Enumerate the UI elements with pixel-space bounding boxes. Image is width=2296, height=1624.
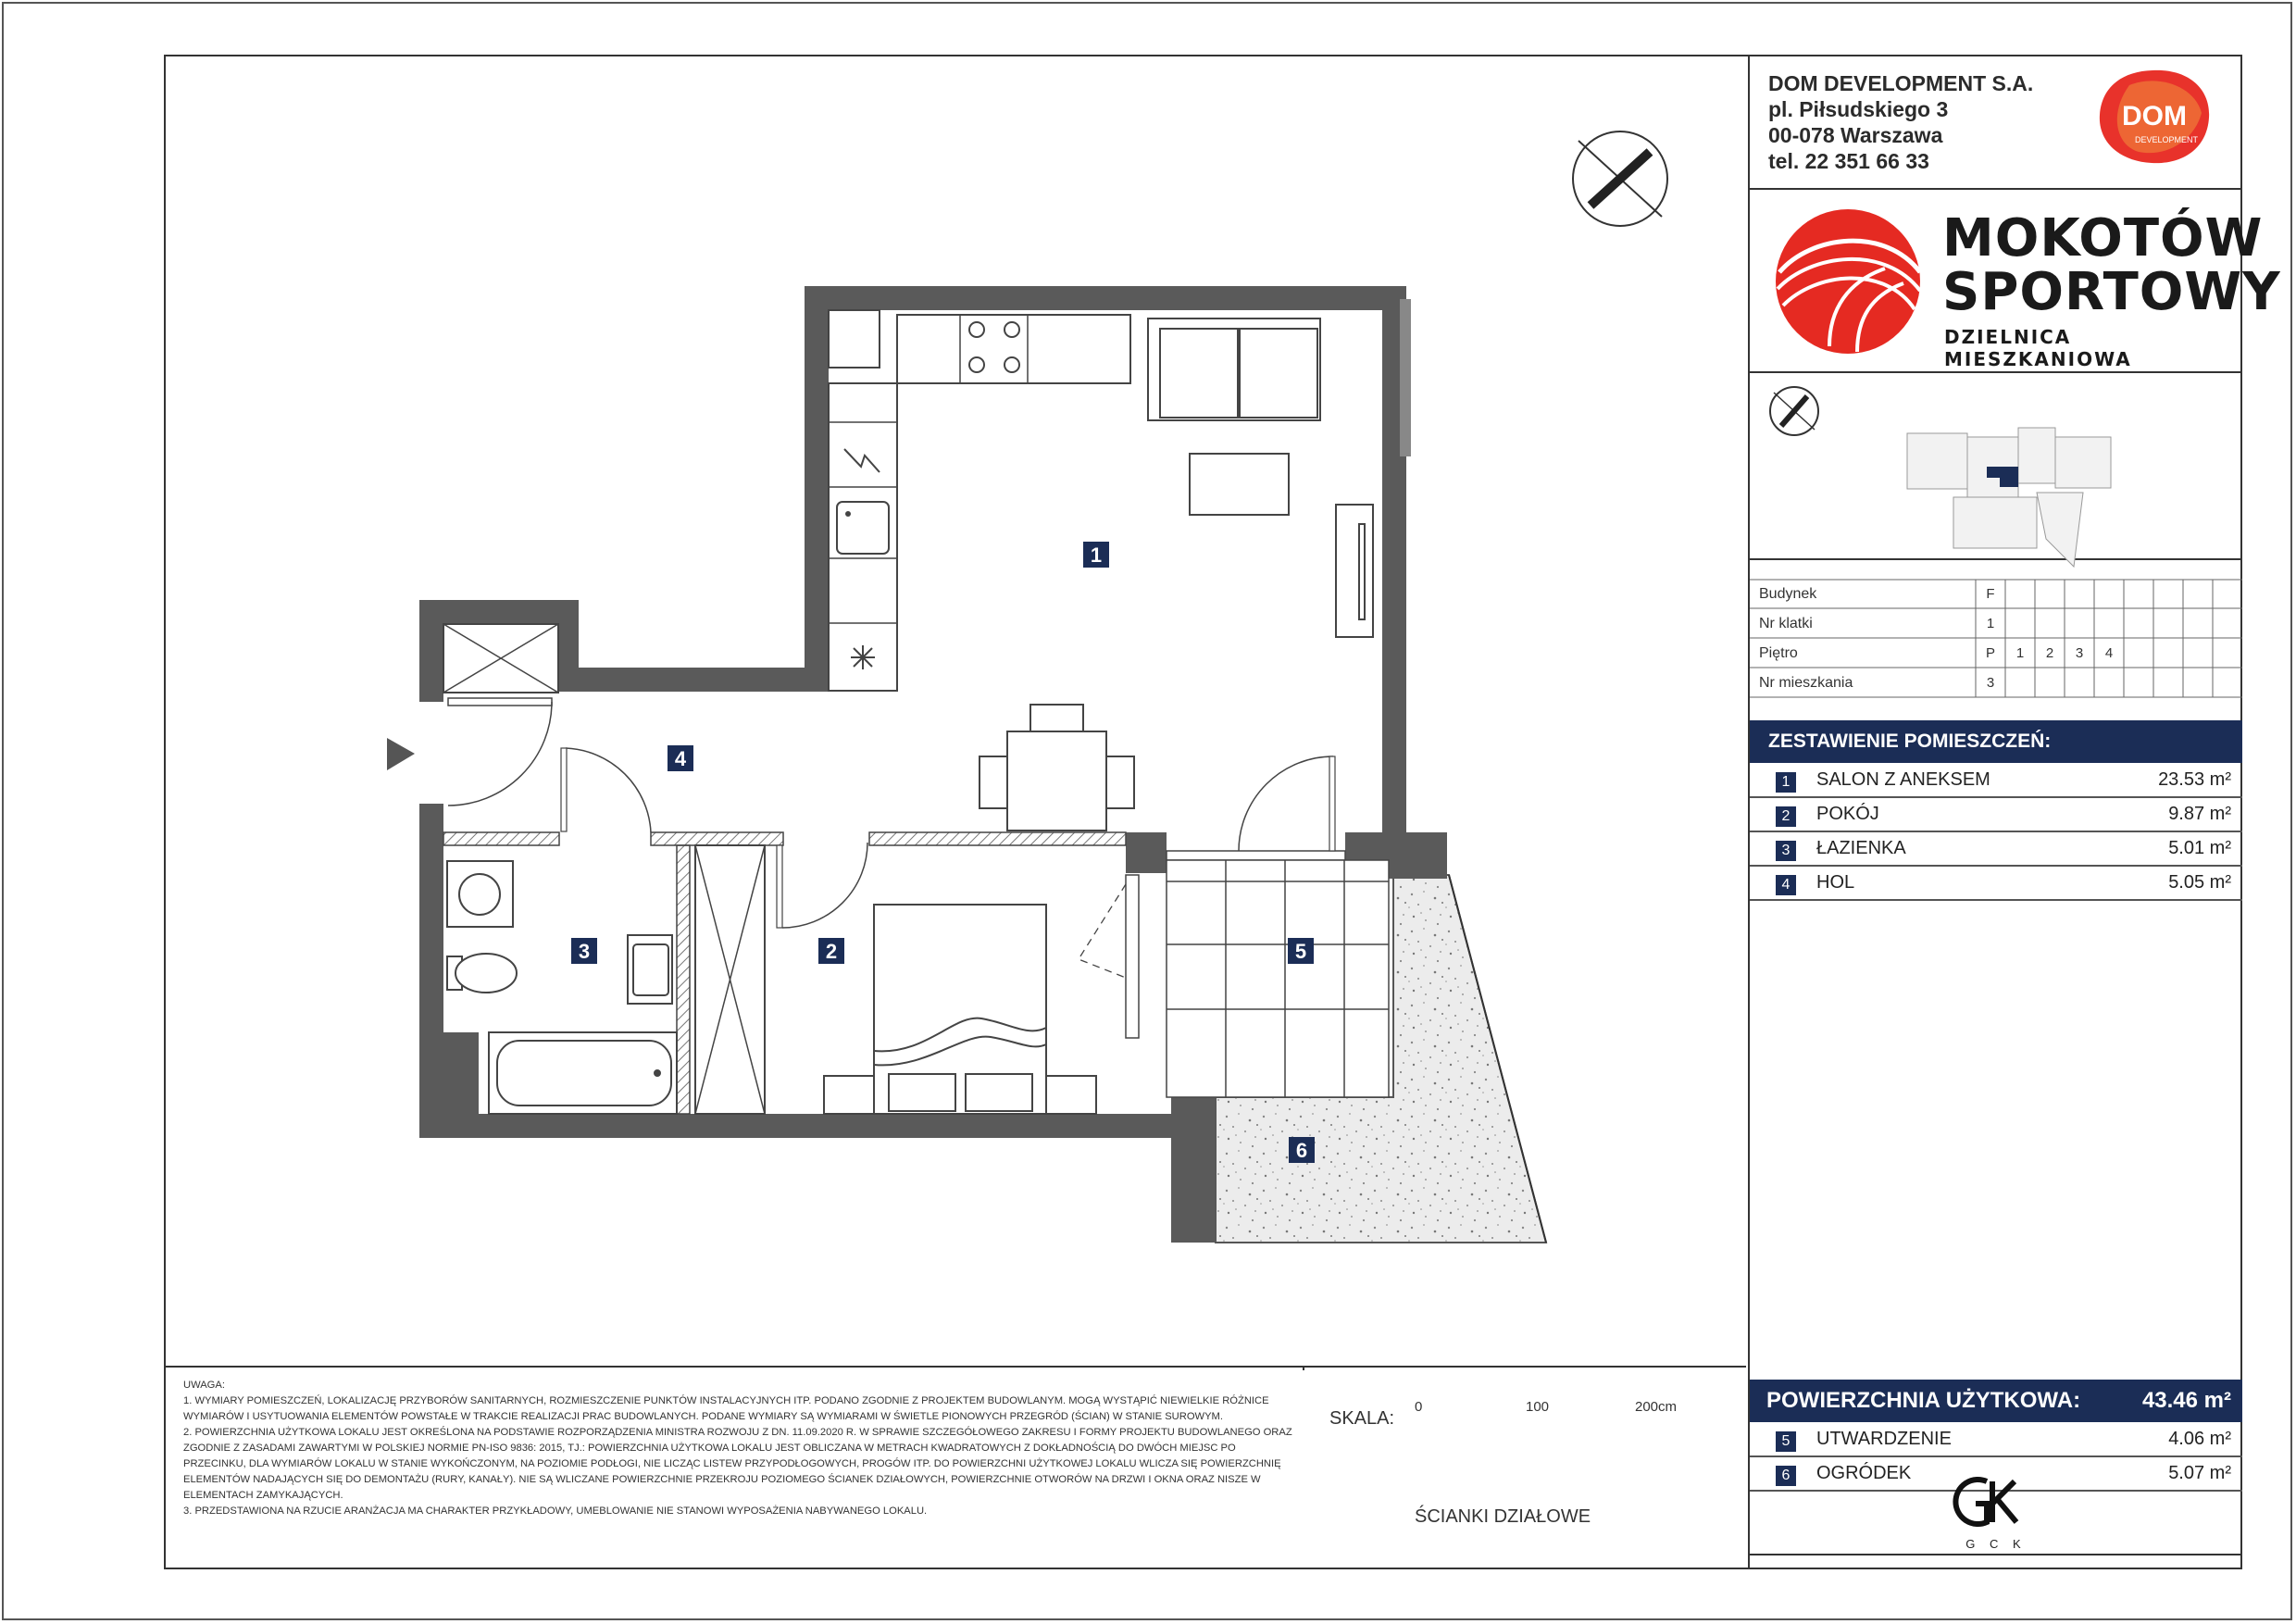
key-plan xyxy=(1768,381,2231,604)
scale-tick-200: 200cm xyxy=(1635,1399,1678,1415)
room-5-label: 5 xyxy=(1294,940,1307,963)
kitchen-sink-icon xyxy=(837,502,889,554)
coffee-table xyxy=(1190,454,1289,515)
room-number: 3 xyxy=(1776,841,1796,861)
project-name-line2: SPORTOWY xyxy=(1942,262,2281,322)
mokotow-sportowy-emblem xyxy=(1774,207,1922,356)
grid-cell: P xyxy=(1985,645,1995,661)
grid-cell: 4 xyxy=(2104,645,2114,661)
entrance-arrow-icon xyxy=(387,738,415,770)
bathroom-door-swing xyxy=(566,748,651,832)
nightstand-left xyxy=(824,1076,874,1114)
room-area: 5.01 m² xyxy=(2168,838,2231,858)
bedroom-door-swing xyxy=(782,843,867,928)
sofa xyxy=(1148,319,1320,420)
notes-title: UWAGA: xyxy=(183,1380,225,1391)
room-name: POKÓJ xyxy=(1816,804,1879,824)
company-street: pl. Piłsudskiego 3 xyxy=(1768,97,1949,121)
keyplan-building xyxy=(1907,428,2111,567)
extra-name: UTWARDZENIE xyxy=(1816,1429,1952,1449)
floor-plan xyxy=(165,56,1746,1370)
logo-subtext: DEVELOPMENT xyxy=(2134,135,2199,144)
notes-item: 1. WYMIARY POMIESZCZEŃ, LOKALIZACJĘ PRZYBORÓW SANITARNYCH, ROZMIESZCZENIE PUNKTÓW INSTALACYJNYCH ITP. PODANO ZGODNIE Z PROJEKTEM BUDOWLANYM. MOGĄ WYSTĄPIĆ NIEWIELKIE RÓŻNICE WYMIARÓW I USYTUOWANIA ELEMENTÓW POWSTAŁE W TRAKCIE REALIZACJI PRAC BUDOWLANYCH. PODANE WYMIARY SĄ WYMIARAMI W ŚWIETLE PIONOWYCH PRZEGRÓD (ŚCIAN) W STANIE SUROWYM. xyxy=(183,1395,1269,1422)
room-6-label: 6 xyxy=(1295,1139,1308,1162)
entry-door-frame xyxy=(448,698,552,706)
grid-label-mieszkanie: Nr mieszkania xyxy=(1759,675,1853,691)
company-phone: tel. 22 351 66 33 xyxy=(1768,149,1929,173)
grid-cell: 3 xyxy=(2075,645,2084,661)
company-name: DOM DEVELOPMENT S.A. xyxy=(1768,71,2034,95)
terrace-door-leaf xyxy=(1329,756,1335,851)
room-1-label: 1 xyxy=(1090,543,1103,567)
terrace-tiles xyxy=(1167,860,1389,1097)
notes-item: 3. PRZEDSTAWIONA NA RZUCIE ARANŻACJA MA CHARAKTER PRZYKŁADOWY, UMEBLOWANIE NIE STANOWI WYPOSAŻENIA NABYWANEGO LOKALU. xyxy=(183,1505,928,1517)
grid-cell: 3 xyxy=(1986,675,1995,691)
tv-stand xyxy=(1336,505,1373,637)
gck-logo xyxy=(1950,1474,2042,1539)
scale-tick-100: 100 xyxy=(1526,1399,1550,1415)
dining-table xyxy=(980,705,1134,831)
partition-legend-label: ŚCIANKI DZIAŁOWE xyxy=(1415,1506,1591,1527)
grid-label-pietro: Piętro xyxy=(1759,645,1798,661)
grid-cell: 1 xyxy=(2015,645,2025,661)
rooms-header: ZESTAWIENIE POMIESZCZEŃ: xyxy=(1750,720,2242,763)
sink-tap xyxy=(845,511,851,517)
bedroom-door-leaf xyxy=(777,845,782,928)
grid-cell: 2 xyxy=(2045,645,2054,661)
grid-cell: 1 xyxy=(1986,616,1995,631)
extra-area: 4.06 m² xyxy=(2168,1429,2231,1449)
bathroom-door-leaf xyxy=(561,748,567,831)
room-row xyxy=(1750,868,2242,901)
usable-area-bar xyxy=(1750,1380,2242,1422)
gck-logo-text: G C K xyxy=(1965,1537,2027,1551)
room-area: 5.05 m² xyxy=(2168,872,2231,893)
bathtub-icon xyxy=(489,1032,677,1114)
usable-area-value: 43.46 m² xyxy=(2141,1388,2231,1413)
company-city: 00-078 Warszawa xyxy=(1768,123,1943,147)
extra-number: 5 xyxy=(1776,1431,1796,1452)
logo-text: DOM xyxy=(2122,101,2187,131)
room-name: SALON Z ANEKSEM xyxy=(1816,769,1990,790)
dom-development-logo xyxy=(2092,67,2213,169)
bedroom-window-frame xyxy=(1126,875,1139,1038)
notes-item: 2. POWIERZCHNIA UŻYTKOWA LOKALU JEST OKREŚLONA NA PODSTAWIE ROZPORZĄDZENIA MINISTRA ROZWOJU Z DN. 11.09.2020 R. W SPRAWIE SZCZEGÓŁOWEGO ZAKRESU I FORMY PROJEKTU BUDOWLANEGO ORAZ ZGODNIE Z ZASADAMI ZAWARTYMI W POLSKIEJ NORMIE PN-ISO 9836: 2015, TJ.: POWIERZCHNIA UŻYTKOWA LOKALU JEST OBLICZANA W METRACH KWADRATOWYCH Z DOKŁADNOŚCIĄ DO DWÓCH MIEJSC PO PRZECINKU, DLA WYMIARÓW LOKALU W STANIE WYKOŃCZONYM, NA POZIOMIE PODŁOGI, NIE LICZĄC LISTEW PRZYPODŁOGOWYCH, PROGÓW ITP. DO POWIERZCHNI UŻYTKOWEJ LOKALU WLICZA SIĘ POWIERZCHNIĘ ELEMENTÓW NADAJĄCYCH SIĘ DO DEMONTAŻU (RURY, KANAŁY). NIE SĄ WLICZANE POWIERZCHNIE PRZEKROJU POZIOMEGO ŚCIANEK DZIAŁOWYCH, POWIERZCHNIE OTWORÓW NA DRZWI I OKNA ORAZ NISZE W ELEMENTACH ZAMYKAJĄCYCH. xyxy=(183,1427,1292,1501)
notes-block xyxy=(183,1378,1294,1519)
washing-machine-icon xyxy=(447,861,513,927)
compass-icon xyxy=(1573,131,1667,226)
kitchen-shaft xyxy=(829,310,880,368)
room-row xyxy=(1750,799,2242,832)
grid-label-budynek: Budynek xyxy=(1759,586,1817,602)
room-area: 23.53 m² xyxy=(2158,769,2231,790)
grid-label-klatka: Nr klatki xyxy=(1759,616,1813,631)
extra-number: 6 xyxy=(1776,1466,1796,1486)
room-number: 2 xyxy=(1776,806,1796,827)
room-row xyxy=(1750,833,2242,867)
room-row xyxy=(1750,765,2242,798)
scale-label: SKALA: xyxy=(1329,1408,1395,1429)
fridge-icon xyxy=(851,645,875,669)
project-name-line1: MOKOTÓW xyxy=(1942,208,2264,269)
entry-door-swing xyxy=(448,702,552,806)
room-area: 9.87 m² xyxy=(2168,804,2231,824)
room-4-label: 4 xyxy=(674,747,687,770)
grid-cell: F xyxy=(1986,586,1995,602)
scale-tick-0: 0 xyxy=(1415,1399,1423,1415)
room-number: 4 xyxy=(1776,875,1796,895)
bathroom-sink-icon xyxy=(628,935,672,1004)
extra-name: OGRÓDEK xyxy=(1816,1463,1912,1483)
toilet-icon xyxy=(447,954,517,993)
usable-area-label: POWIERZCHNIA UŻYTKOWA: xyxy=(1766,1388,2081,1413)
project-tagline: DZIELNICA MIESZKANIOWA xyxy=(1944,326,2132,370)
keyplan-unit-highlight xyxy=(1987,467,2000,478)
room-3-label: 3 xyxy=(578,940,591,963)
nightstand-right xyxy=(1046,1076,1096,1114)
bedroom-window-swing xyxy=(1079,884,1126,978)
info-panel xyxy=(1748,56,2281,1568)
terrace-door-frame xyxy=(1167,851,1345,860)
terrace-door-swing xyxy=(1239,756,1333,851)
room-2-label: 2 xyxy=(825,940,838,963)
extra-area: 5.07 m² xyxy=(2168,1463,2231,1483)
room-name: ŁAZIENKA xyxy=(1816,838,1906,858)
room-number: 1 xyxy=(1776,772,1796,793)
keyplan-unit-highlight xyxy=(2000,467,2018,487)
bed xyxy=(874,905,1046,1114)
extra-row xyxy=(1750,1424,2242,1457)
room-name: HOL xyxy=(1816,872,1855,893)
